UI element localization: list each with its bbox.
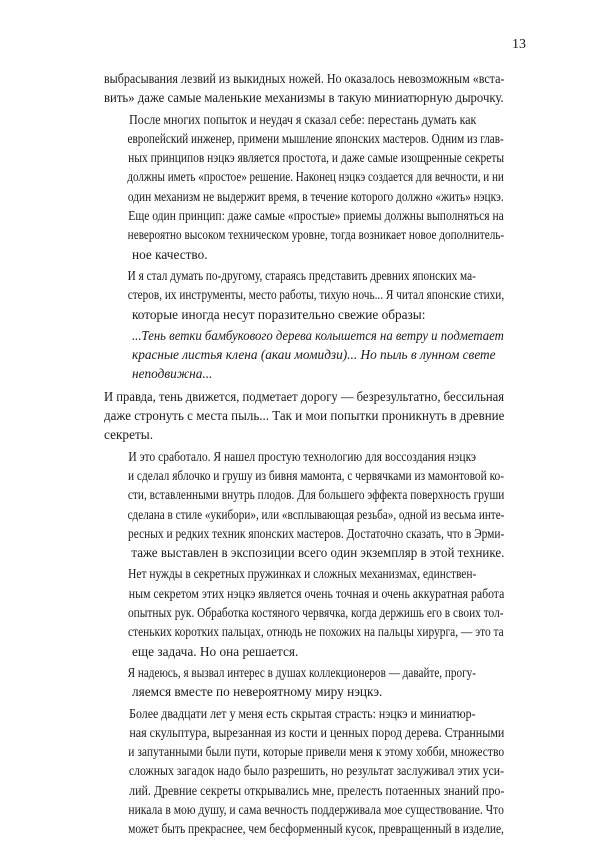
text-line: которые иногда несут поразительно свежие образы: [132,306,426,322]
paragraph [104,663,504,702]
text-line: неподвижна... [132,366,213,382]
text-line: должны иметь «простое» решение. Наконец нэцкэ создается для вечности, и ни [127,169,504,185]
text-line: ляемся вместе по невероятному миру нэцкэ. [132,684,383,700]
paragraph [104,266,504,324]
paragraph [104,447,504,563]
text-line: даже стронуть с места пыль... Так и мои попытки проникнуть в древние [104,408,505,424]
text-line: Еще один принцип: даже самые «простые» приемы должны выполняться на [128,208,504,224]
text-line: И это сработало. Я нашел простую технологию для воссоздания нэцкэ [128,448,477,464]
text-line: и запутанными были пути, которые привели меня к этому хобби, множество [128,744,505,760]
paragraph [104,110,504,264]
text-line: Более двадцати лет у меня есть скрытая страсть: нэцкэ и миниатюр- [129,705,476,721]
text-line: стеров, их инструменты, место работы, тихую ночь... Я читал японские стихи, [127,287,505,303]
text-line: Нет нужды в секретных пружинках и сложных механизмах, единствен- [128,566,477,582]
text-line: ...Тень ветки бамбукового дерева колышется на ветру и подметает [132,327,504,343]
text-line: Я надеюсь, я вызвал интерес в душах коллекционеров — давайте, прогу- [127,664,476,680]
text-line: один механизм не выдержит время, в течение которого должно «жить» нэцкэ. [127,188,504,204]
text-line: опытных рук. Обработка костяного червячка, когда держишь его в своих тол- [127,605,504,621]
text-line: еще задача. Но она решается. [132,643,299,659]
text-line: выбрасывания лезвий из выкидных ножей. Но оказалось невозможным «вста- [104,71,505,86]
text-line: сложных загадок надо было разрешить, но результат заслуживал этих уси- [128,763,505,779]
text-line: может быть прекраснее, чем бесформенный кусок, превращенный в изделие, [128,821,504,837]
text-line: и сделал яблочко и грушу из бивня мамонта, с червячками из мамонтовой ко- [127,467,505,483]
text-line: вить» даже самые маленькие механизмы в такую миниатюрную дырочку. [104,90,504,106]
text-line: И правда, тень движется, подметает дорогу — безрезультатно, бессильная [104,388,505,404]
paragraph [104,704,504,839]
text-line: красные листья клена (акаи момидзи)... Но пыль в лунном свете [132,347,496,363]
text-line: сти, вставленными внутрь плодов. Для большего эффекта поверхность груши [127,487,505,503]
text-line: таже выставлен в экспозиции всего один экземпляр в этой технике. [131,545,505,561]
paragraph [104,69,504,108]
text-line: стеньких коротких пальцах, отнюдь не похожих на пальцы хирурга, — это та [128,624,504,640]
text-line: сделана в стиле «укибори», или «всплывающая резьба», одной из весьма инте- [127,506,505,522]
paragraph [104,387,504,445]
text-line: ное качество. [132,246,208,262]
text-line: европейский инженер, примени мышление японских мастеров. Одним из глав- [127,130,504,146]
text-line: После многих попыток и неудач я сказал себе: перестань думать как [129,111,477,127]
text-line: лий. Древние секреты открывались мне, прелесть потаенных знаний про- [129,782,505,798]
text-line: секреты. [104,427,154,443]
page-body-text [104,69,504,841]
text-line: никала в мою душу, и сама вечность поддерживала мое существование. Что [128,801,504,817]
page-number: 13 [512,37,526,52]
text-line: ных принципов нэцкэ является простота, и даже самые изощренные секреты [128,150,505,166]
text-line: ная скульптура, вырезанная из кости и ценных пород дерева. Странными [129,724,505,740]
text-line: И я стал думать по-другому, стараясь представить древних японских ма- [127,267,476,283]
poem-quote [104,326,504,384]
paragraph [104,564,504,660]
text-line: невероятно высоком техническом уровне, тогда возникает новое дополнитель- [127,227,505,243]
text-line: ным секретом этих нэцкэ является очень точная и очень аккуратная работа [128,585,505,601]
text-line: ресных и редких техник японских мастеров. Достаточно сказать, что в Эрми- [128,525,505,541]
